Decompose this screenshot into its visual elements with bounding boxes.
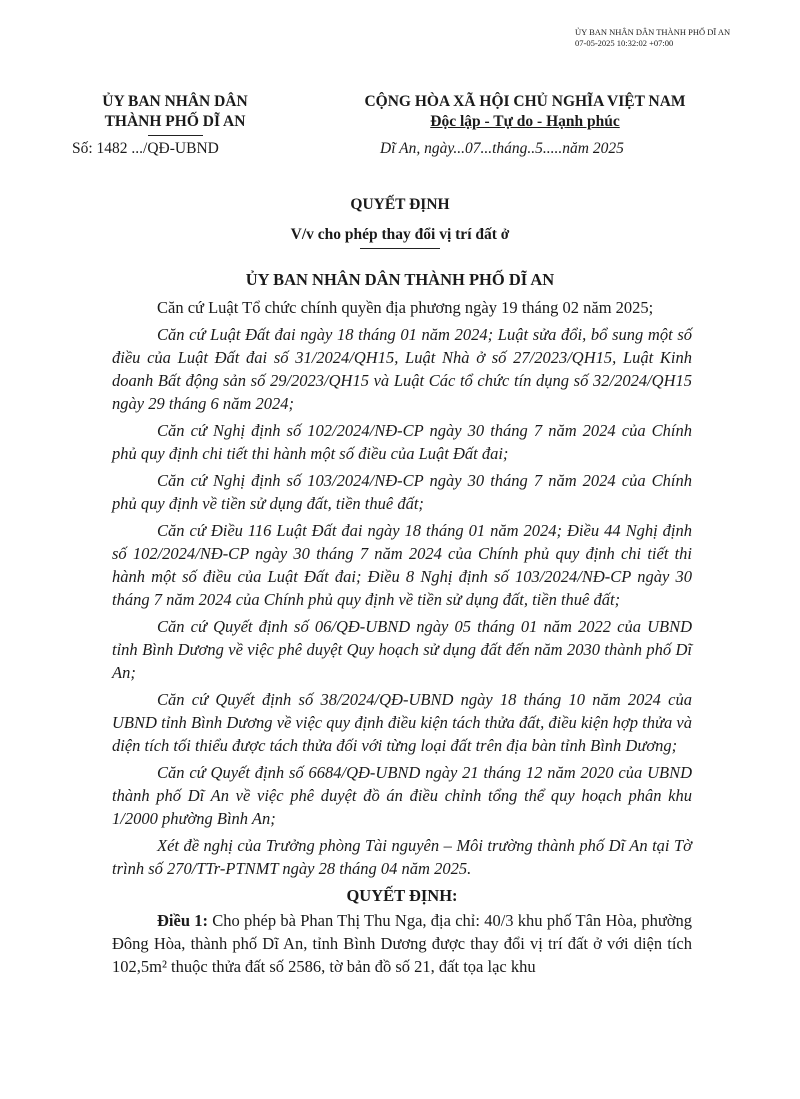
country-name: CỘNG HÒA XÃ HỘI CHỦ NGHĨA VIỆT NAM bbox=[364, 93, 686, 110]
national-header bbox=[330, 92, 720, 132]
national-motto: Độc lập - Tự do - Hạnh phúc bbox=[430, 113, 620, 130]
legal-basis-paragraph: Căn cứ Quyết định số 06/QĐ-UBND ngày 05 tháng 01 năm 2022 của UBND tỉnh Bình Dương về việc phê duyệt Quy hoạch sử dụng đất đến năm 2030 thành phố Dĩ An; bbox=[112, 617, 692, 682]
article-label: Điều 1: bbox=[157, 911, 209, 930]
article-text: Cho phép bà Phan Thị Thu Nga, địa chỉ: 40/3 khu phố Tân Hòa, phường Đông Hòa, thành phố Dĩ An, tỉnh Bình Dương được thay đổi vị trí đất ở với diện tích 102,5m² thuộc thửa đất số 2586, tờ bản đồ số 21, đất tọa lạc khu bbox=[112, 911, 692, 976]
issuer-line2: THÀNH PHỐ DĨ AN bbox=[104, 113, 246, 130]
digital-signature-stamp bbox=[575, 27, 730, 49]
authority-heading: ỦY BAN NHÂN DÂN THÀNH PHỐ DĨ AN bbox=[245, 270, 555, 289]
legal-basis-paragraph: Căn cứ Nghị định số 103/2024/NĐ-CP ngày 30 tháng 7 năm 2024 của Chính phủ quy định về tiền sử dụng đất, tiền thuê đất; bbox=[112, 471, 692, 513]
divider bbox=[148, 135, 203, 136]
article-1 bbox=[112, 909, 692, 978]
issuer-header bbox=[70, 92, 280, 136]
subtitle-text: V/v cho phép thay đổi vị trí đất ở bbox=[290, 226, 510, 243]
legal-basis-paragraph: Căn cứ Quyết định số 6684/QĐ-UBND ngày 21 tháng 12 năm 2020 của UBND thành phố Dĩ An về việc phê duyệt đồ án điều chỉnh tổng thể quy hoạch phân khu 1/2000 phường Bình An; bbox=[112, 763, 692, 828]
document-number: Số: 1482 .../QĐ-UBND bbox=[72, 140, 219, 157]
legal-basis-paragraph: Căn cứ Quyết định số 38/2024/QĐ-UBND ngày 18 tháng 10 năm 2024 của UBND tỉnh Bình Dương về việc quy định điều kiện tách thửa đất, điều kiện hợp thửa và diện tích tối thiểu được tách thửa đối với từng loại đất trên địa bàn tỉnh Bình Dương; bbox=[112, 690, 692, 755]
signature-org: ỦY BAN NHÂN DÂN THÀNH PHỐ DĨ AN bbox=[575, 27, 731, 37]
document-title: QUYẾT ĐỊNH bbox=[350, 196, 450, 213]
document-subtitle bbox=[0, 226, 800, 249]
legal-basis-paragraph: Căn cứ Nghị định số 102/2024/NĐ-CP ngày 30 tháng 7 năm 2024 của Chính phủ quy định chi tiết thi hành một số điều của Luật Đất đai; bbox=[112, 421, 692, 463]
document-date: Dĩ An, ngày...07...tháng..5.....năm 2025 bbox=[380, 140, 624, 157]
divider bbox=[360, 248, 440, 249]
decision-heading: QUYẾT ĐỊNH: bbox=[346, 886, 458, 905]
issuer-line1: ỦY BAN NHÂN DÂN bbox=[102, 93, 248, 110]
document-body bbox=[112, 296, 692, 982]
legal-basis-paragraph: Căn cứ Luật Tổ chức chính quyền địa phương ngày 19 tháng 02 năm 2025; bbox=[157, 298, 654, 317]
legal-basis-paragraph: Căn cứ Điều 116 Luật Đất đai ngày 18 tháng 01 năm 2024; Điều 44 Nghị định số 102/2024/NĐ-CP ngày 30 tháng 7 năm 2024 của Chính phủ quy định chi tiết thi hành một số điều của Luật Đất đai; Điều 8 Nghị định số 103/2024/NĐ-CP ngày 30 tháng 7 năm 2024 của Chính phủ quy định về tiền sử dụng đất, tiền thuê đất; bbox=[112, 521, 692, 609]
signature-timestamp: 07-05-2025 10:32:02 +07:00 bbox=[575, 38, 674, 48]
legal-basis-paragraph: Căn cứ Luật Đất đai ngày 18 tháng 01 năm 2024; Luật sửa đổi, bổ sung một số điều của Luật Đất đai số 31/2024/QH15, Luật Nhà ở số 27/2023/QH15, Luật Kinh doanh Bất động sản số 29/2023/QH15 và Luật Các tổ chức tín dụng số 32/2024/QH15 ngày 29 tháng 6 năm 2024; bbox=[112, 325, 692, 413]
proposal-paragraph: Xét đề nghị của Trưởng phòng Tài nguyên – Môi trường thành phố Dĩ An tại Tờ trình số 270/TTr-PTNMT ngày 28 tháng 04 năm 2025. bbox=[112, 836, 692, 878]
